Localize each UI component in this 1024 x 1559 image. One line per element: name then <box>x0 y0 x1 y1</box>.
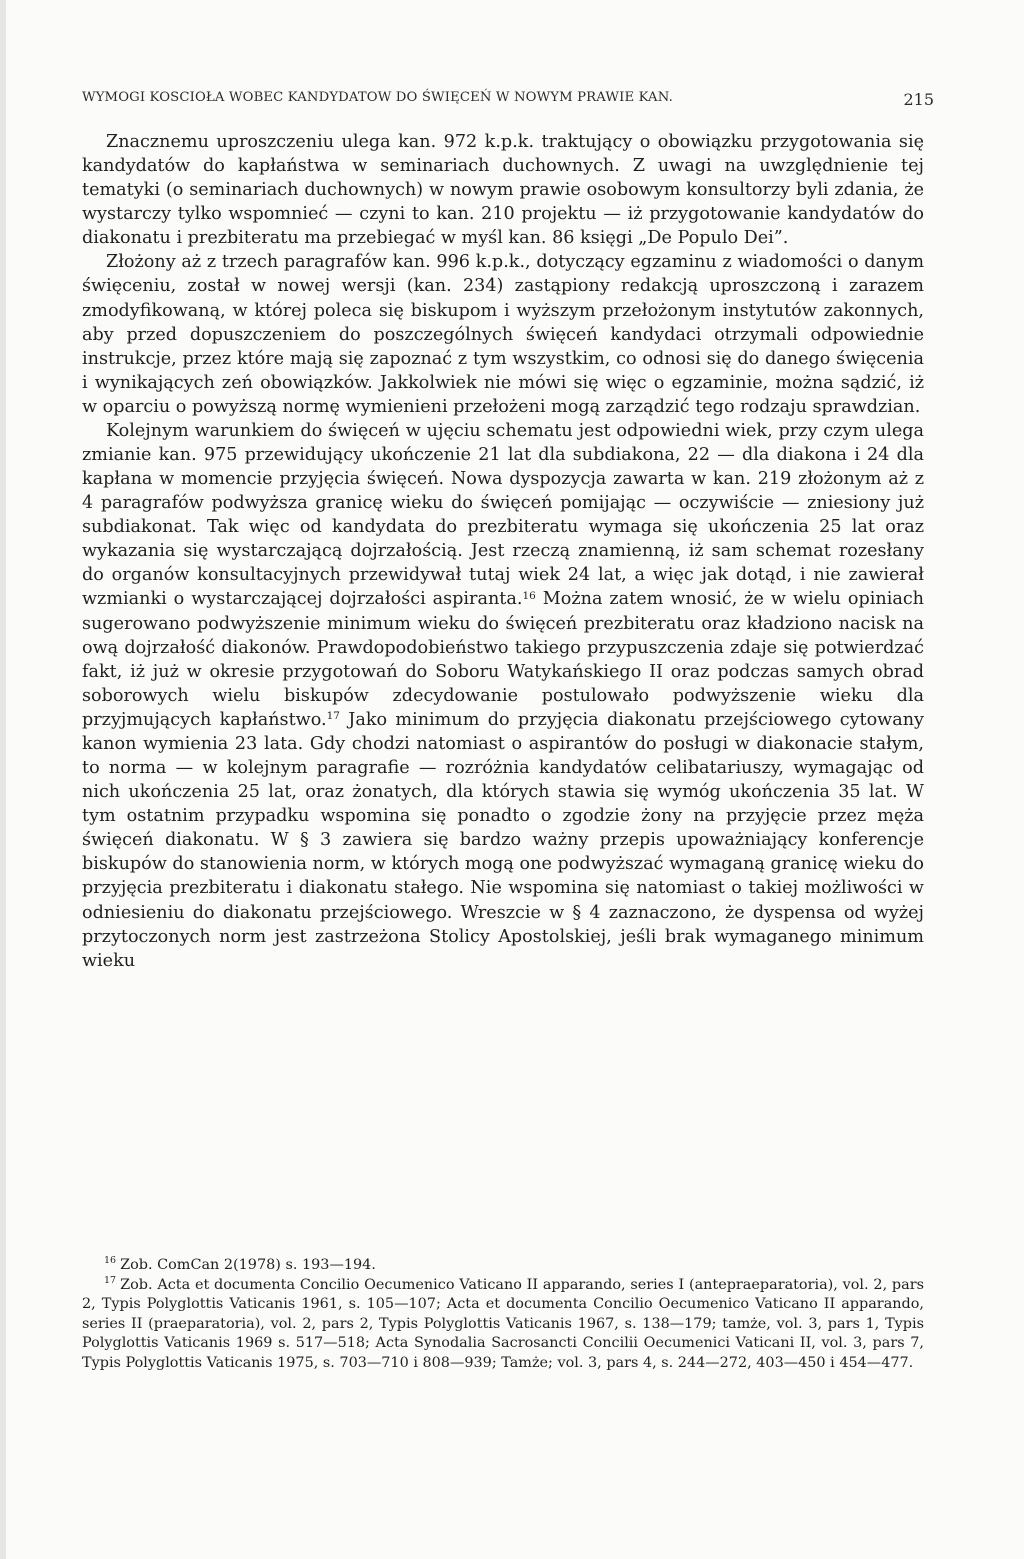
paragraph-3 <box>82 419 924 973</box>
running-head: WYMOGI KOSCIOŁA WOBEC KANDYDATOW DO ŚWIĘCEŃ W NOWYM PRAWIE KAN. <box>82 90 673 105</box>
paragraph-3-part-a: Kolejnym warunkiem do święceń w ujęciu schematu jest odpowiedni wiek, przy czym ulega zmianie kan. 975 przewidujący ukończenie 21 lat dla subdiakona, 22 — dla diakona i 24 dla kapłana w momencie przyjęcia święceń. Nowa dyspozycja zawarta w kan. 219 złożonym aż z 4 paragrafów podwyższa granicę wieku do święceń pomijając — oczywiście — zniesiony już subdiakonat. Tak więc od kandydata do prezbiteratu wymaga się ukończenia 25 lat oraz wykazania się wystarczającą dojrzałością. Jest rzeczą znamienną, iż sam schemat rozesłany do organów konsultacyjnych przewidywał tutaj wiek 24 lat, a więc jak dotąd, i nie zawierał wzmianki o wystarczającej dojrzałości aspiranta. <box>82 420 924 610</box>
footnotes <box>82 1256 924 1374</box>
footnote-16-text: Zob. ComCan 2(1978) s. 193—194. <box>120 1257 376 1273</box>
footnote-17-mark: 17 <box>104 1274 117 1286</box>
page-header <box>82 86 934 116</box>
page-number: 215 <box>903 90 934 109</box>
footnote-16-mark: 16 <box>104 1255 117 1267</box>
footnote-ref-16[interactable]: 16 <box>522 589 536 602</box>
paragraph-3-part-b: Można zatem wnosić, że w wielu opiniach sugerowano podwyższenie minimum wieku do święceń prezbiteratu oraz kładziono nacisk na ową dojrzałość diakonów. Prawdopodobieństwo takiego przypuszczenia zdaje się potwierdzać fakt, iż już w okresie przygotowań do Soboru Watykańskiego II oraz podczas samych obrad soborowych wielu biskupów zdecydowanie postulowało podwyższenie wieku dla przyjmujących kapłaństwo. <box>82 589 925 730</box>
footnote-16 <box>82 1256 924 1276</box>
footnote-17 <box>82 1276 924 1374</box>
paragraph-1: Znacznemu uproszczeniu ulega kan. 972 k.p.k. traktujący o obowiązku przygotowania się kandydatów do kapłaństwa w seminariach duchownych. Z uwagi na uwzględnienie tej tematyki (o seminariach duchownych) w nowym prawie osobowym konsultorzy byli zdania, że wystarczy tylko wspomnieć — czyni to kan. 210 projektu — iż przygotowanie kandydatów do diakonatu i prezbiteratu ma przebiegać w myśl kan. 86 księgi „De Populo Dei”. <box>82 132 924 249</box>
body-text <box>82 130 924 973</box>
page-edge <box>0 0 6 1559</box>
paragraph-2: Złożony aż z trzech paragrafów kan. 996 k.p.k., dotyczący egzaminu z wiadomości o danym święceniu, został w nowej wersji (kan. 234) zastąpiony redakcją uproszczoną i zarazem zmodyfikowaną, w której poleca się biskupom i wyższym przełożonym instytutów zakonnych, aby przed dopuszczeniem do poszczególnych święceń kandydaci otrzymali odpowiednie instrukcje, przez które mają się zapoznać z tym wszystkim, co odnosi się do danego święcenia i wynikających zeń obowiązków. Jakkolwiek nie mówi się więc o egzaminie, można sądzić, iż w oparciu o powyższą normę wymienieni przełożeni mogą zarządzić tego rodzaju sprawdzian. <box>82 252 924 417</box>
paragraph-3-part-c: Jako minimum do przyjęcia diakonatu przejściowego cytowany kanon wymienia 23 lata. Gdy chodzi natomiast o aspirantów do posługi w diakonacie stałym, to norma — w kolejnym paragrafie — rozróżnia kandydatów celibatariuszy, wymagając od nich ukończenia 25 lat, oraz żonatych, dla których stawia się wymóg ukończenia 35 lat. W tym ostatnim przypadku wspomina się ponadto o zgodzie żony na przyjęcie przez męża święceń diakonatu. W § 3 zawiera się bardzo ważny przepis upoważniający konferencje biskupów do stanowienia norm, w których mogą one podwyższać wymaganą granicę wieku do przyjęcia prezbiteratu i diakonatu stałego. Nie wspomina się natomiast o takiej możliwości w odniesieniu do diakonatu przejściowego. Wreszcie w § 4 zaznaczono, że dyspensa od wyżej przytoczonych norm jest zastrzeżona Stolicy Apostolskiej, jeśli brak wymaganego minimum wieku <box>82 709 924 971</box>
footnote-17-text: Zob. Acta et documenta Concilio Oecumenico Vaticano II apparando, series I (antepraeparatoria), vol. 2, pars 2, Typis Polyglottis Vaticanis 1961, s. 105—107; Acta et documenta Concilio Oecumenico Vaticano II apparando, series II (praeparatoria), vol. 2, pars 2, Typis Polyglottis Vaticanis 1967, s. 138—179; tamże, vol. 3, pars 1, Typis Polyglottis Vaticanis 1969 s. 517—518; Acta Synodalia Sacrosancti Concilii Oecumenici Vaticani II, vol. 3, pars 7, Typis Polyglottis Vaticanis 1975, s. 703—710 i 808—939; Tamże; vol. 3, pars 4, s. 244—272, 403—450 i 454—477. <box>82 1276 924 1371</box>
footnote-ref-17[interactable]: 17 <box>326 710 340 723</box>
